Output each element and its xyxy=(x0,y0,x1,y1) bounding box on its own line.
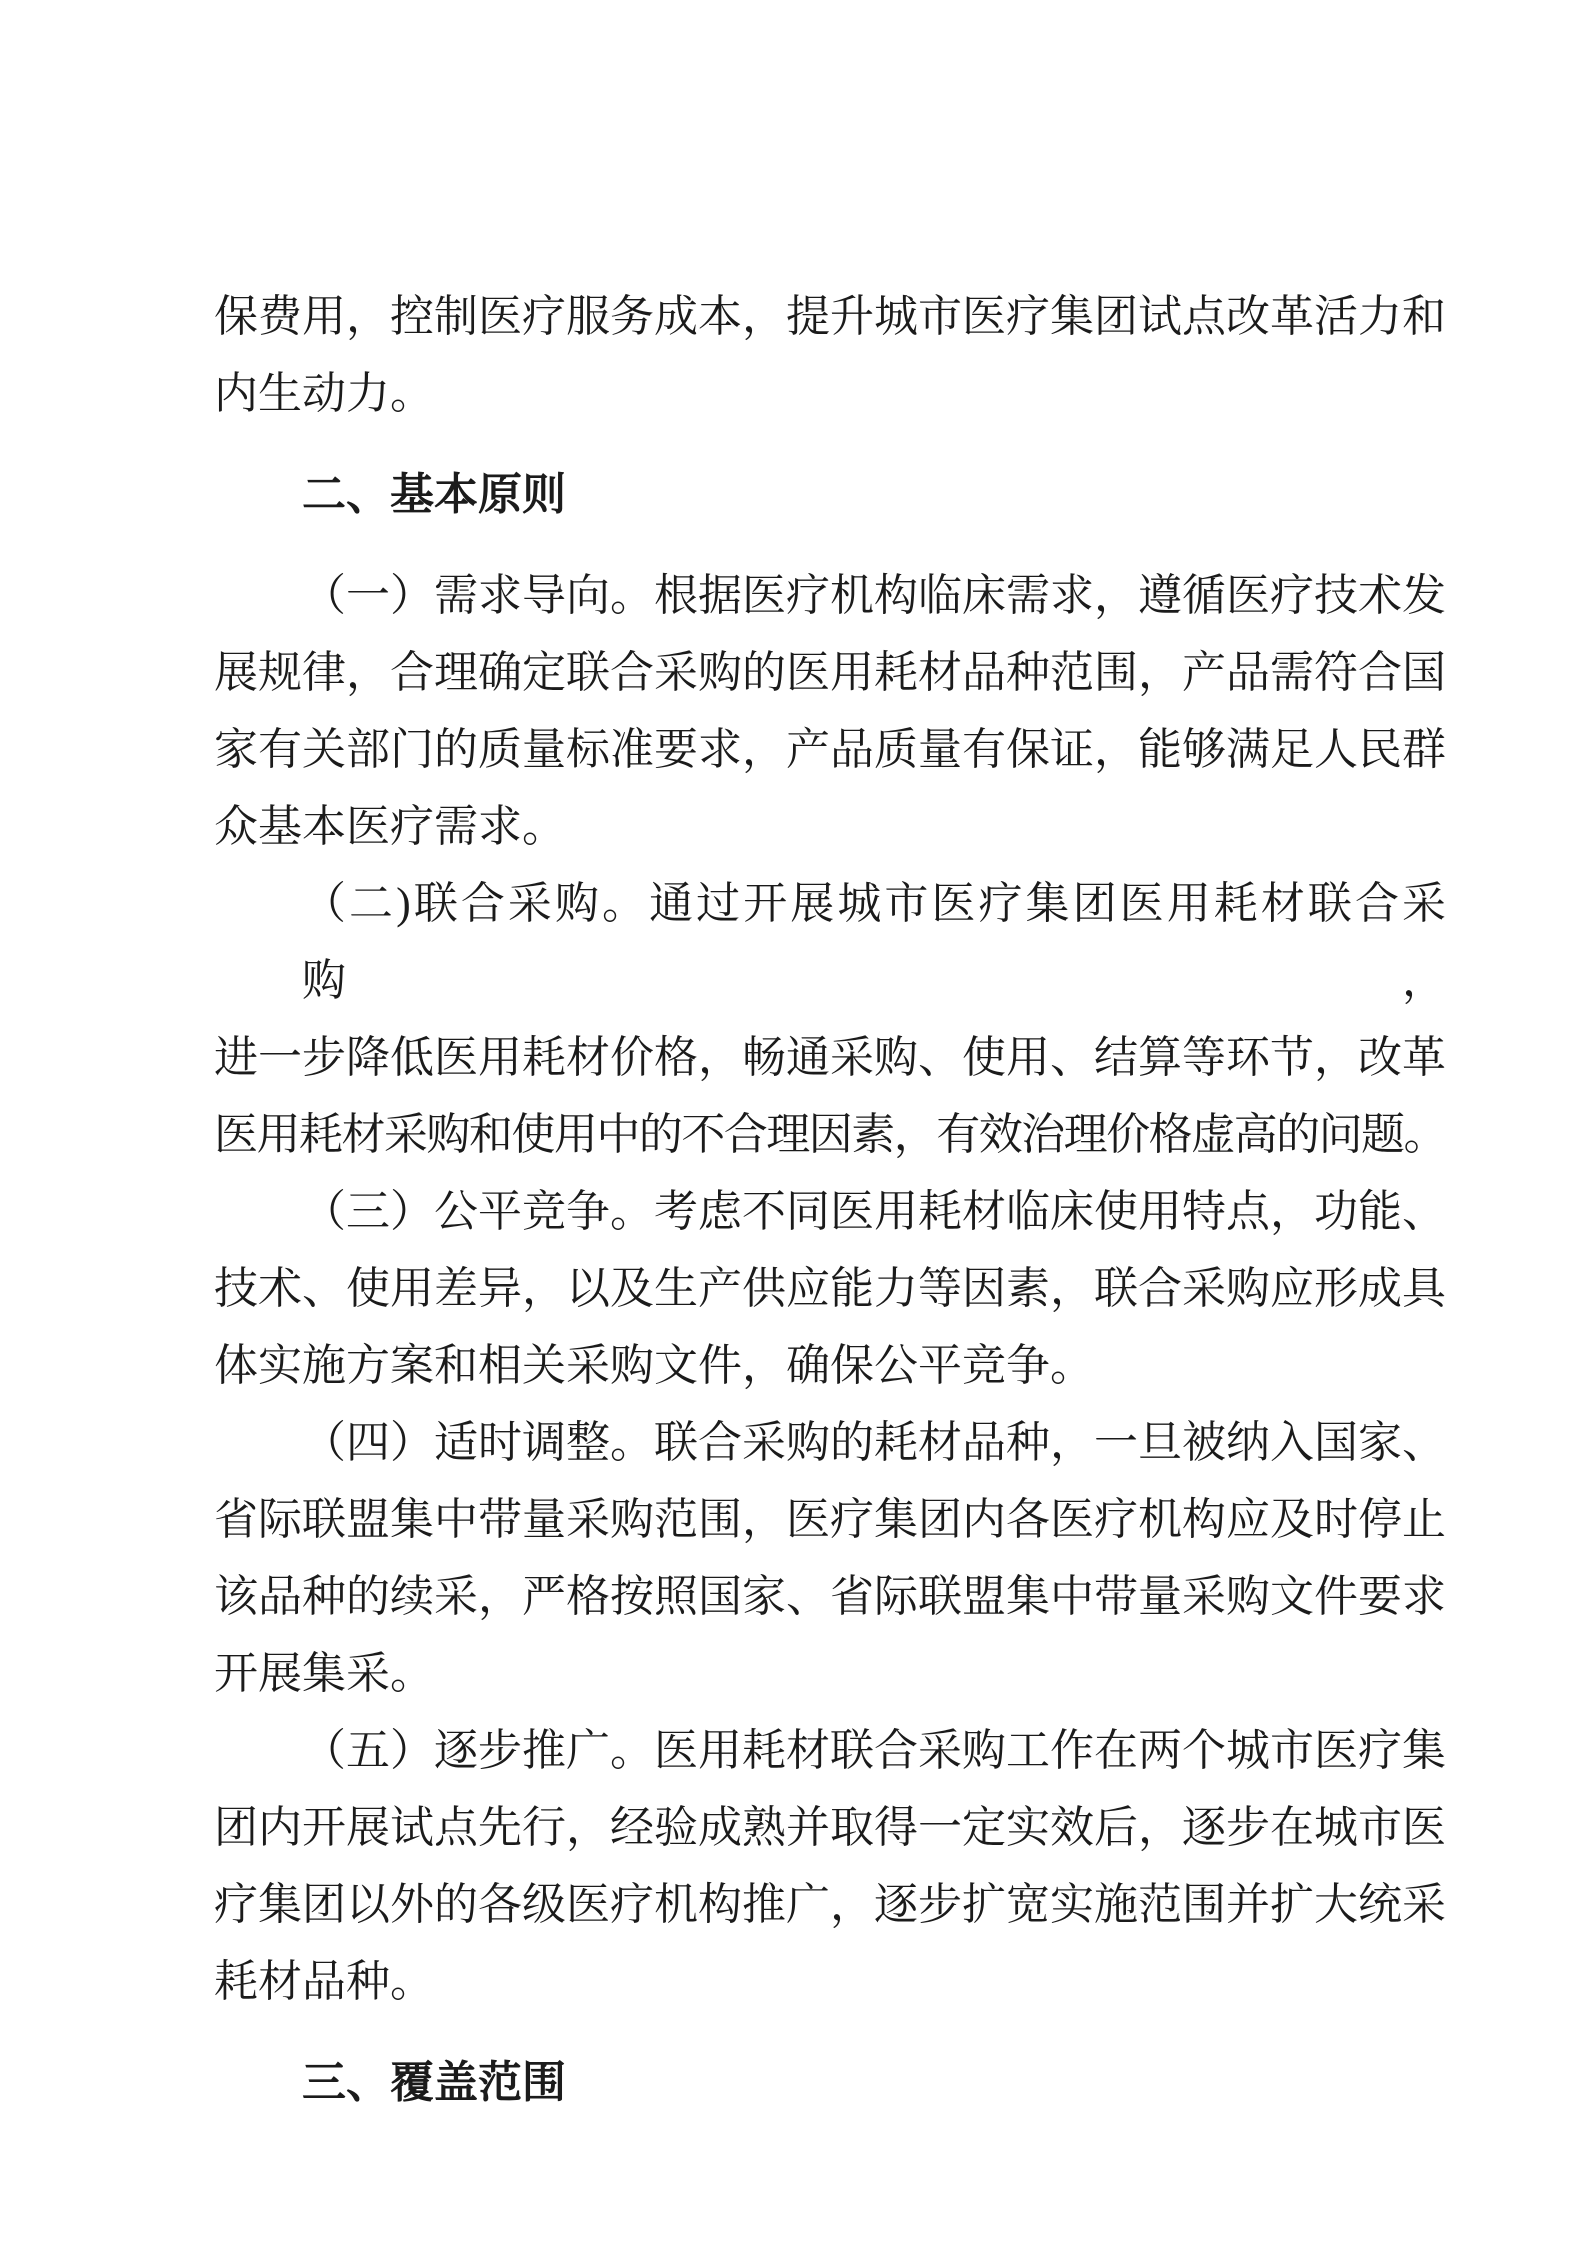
text-line: 体实施方案和相关采购文件，确保公平竞争。 xyxy=(214,1341,1094,1390)
document-page xyxy=(214,278,1446,2145)
text-line: 开展集采。 xyxy=(214,1649,434,1698)
paragraph xyxy=(214,865,1446,1173)
paragraph xyxy=(214,278,1446,432)
text-line: 保费用，控制医疗服务成本，提升城市医疗集团试点改革活力和 xyxy=(214,292,1446,341)
text-line: 内生动力。 xyxy=(214,369,434,418)
text-line: 医用耗材采购和使用中的不合理因素，有效治理价格虚高的问题。 xyxy=(214,1110,1446,1159)
text-line: 省际联盟集中带量采购范围，医疗集团内各医疗机构应及时停止 xyxy=(214,1495,1446,1544)
text-line: （四）适时调整。联合采购的耗材品种，一旦被纳入国家、 xyxy=(302,1418,1446,1467)
paragraph xyxy=(214,1712,1446,2020)
section-heading xyxy=(214,456,1446,533)
text-line: 展规律，合理确定联合采购的医用耗材品种范围，产品需符合国 xyxy=(214,648,1446,697)
text-line: 疗集团以外的各级医疗机构推广，逐步扩宽实施范围并扩大统采 xyxy=(214,1880,1446,1929)
document-text xyxy=(214,278,1446,2121)
text-line: （二)联合采购。通过开展城市医疗集团医用耗材联合采购， xyxy=(302,879,1446,1005)
text-line: 众基本医疗需求。 xyxy=(214,802,566,851)
text-line: （五）逐步推广。医用耗材联合采购工作在两个城市医疗集 xyxy=(302,1726,1446,1775)
text-line: 进一步降低医用耗材价格，畅通采购、使用、结算等环节，改革 xyxy=(214,1033,1446,1082)
text-line: 耗材品种。 xyxy=(214,1957,434,2006)
paragraph xyxy=(214,1173,1446,1404)
text-line: 家有关部门的质量标准要求，产品质量有保证，能够满足人民群 xyxy=(214,725,1446,774)
text-line: 三、覆盖范围 xyxy=(302,2058,566,2107)
text-line: 二、基本原则 xyxy=(302,470,566,519)
text-line: （三）公平竞争。考虑不同医用耗材临床使用特点，功能、 xyxy=(302,1187,1446,1236)
text-line: （一）需求导向。根据医疗机构临床需求，遵循医疗技术发 xyxy=(302,571,1446,620)
paragraph xyxy=(214,557,1446,865)
text-line: 团内开展试点先行，经验成熟并取得一定实效后，逐步在城市医 xyxy=(214,1803,1446,1852)
text-line: 技术、使用差异，以及生产供应能力等因素，联合采购应形成具 xyxy=(214,1264,1446,1313)
text-line: 该品种的续采，严格按照国家、省际联盟集中带量采购文件要求 xyxy=(214,1572,1446,1621)
section-heading xyxy=(214,2044,1446,2121)
paragraph xyxy=(214,1404,1446,1712)
